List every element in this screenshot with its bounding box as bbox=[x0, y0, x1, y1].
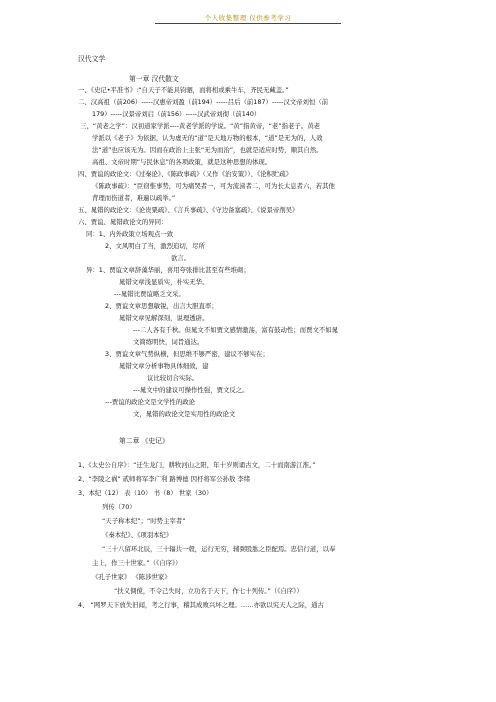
chapter-1-heading: 第一章 汉代散文 bbox=[129, 75, 179, 83]
text-line: “天子称本纪”；“时势主宰者” bbox=[102, 517, 186, 525]
text-line: 2、文风明白了当，激烈追切，尽所 bbox=[105, 242, 205, 250]
text-line: 2、“李陵之祸” 贰师将军李广利 路博德 因杅将军公孙敖 李绪 bbox=[78, 475, 251, 483]
text-line: 晁错文章分析事物具体细致，建 bbox=[119, 362, 209, 370]
text-line: 一、《史记•平准书》:“自天子不能具钧驷，而将相或乘牛车，齐民无藏盖。” bbox=[78, 86, 289, 94]
text-line: 学派以《老子》为依据，认为虚无的“道”是天地万物的根本，“道”是无为的，人效 bbox=[92, 134, 323, 142]
text-line: 法“道”也应该无为。因而在政治上主张“无为而治”，也就是适应时势，顺其自然。 bbox=[92, 146, 323, 154]
text-line: 文简练明快，词旨通达。 bbox=[133, 338, 204, 346]
text-line: 六、贾谊、晁错政论文的异同： bbox=[78, 218, 168, 226]
text-line: ---贾谊的政论文是文学性的政论 bbox=[105, 398, 195, 406]
text-line: 欲言。 bbox=[171, 254, 191, 262]
text-line: “扶义倜傥，不令己失时，立功名于天下，作七十列传。”（《自序》） bbox=[114, 587, 303, 595]
text-line: 1、《太史公自序》：“迁生龙门，耕牧河山之阳，年十岁则诵古文，二十而南游江淮。” bbox=[78, 461, 316, 469]
text-line: 《孔子世家》 《陈涉世家》 bbox=[92, 573, 171, 581]
text-line: 三、“黄老之学”：汉初道家学派----黄老学派的学说。“黄”指黄帝，“老”指老子。黄老 bbox=[80, 122, 320, 130]
text-line: 主上，作三十世家。”（《自序》） bbox=[92, 559, 182, 567]
page-header bbox=[0, 0, 496, 28]
text-line: ---晁错比贾谊略乏文采。 bbox=[114, 290, 185, 298]
text-line: 异：1、贾谊文章辞藻华丽，喜用夸张排比甚至有些堆砌； bbox=[86, 266, 250, 274]
text-line: 《秦本纪》、《项羽本纪》 bbox=[102, 531, 173, 539]
text-line: 179）-----汉景帝刘启（前156）-----汉武帝刘彻（前140） bbox=[92, 110, 261, 118]
text-line: 五、晁错的政论文：《论贵粟疏》、《言兵事疏》、《守边备塞疏》、《说景帝削吴》 bbox=[78, 206, 299, 214]
text-line: 文，晁错的政论文是实用性的政论文 bbox=[133, 410, 236, 418]
text-line: 2、贾谊文章思想敏锐，出言大胆直率； bbox=[105, 302, 218, 310]
text-line: 3、本纪（12） 表（10） 书（8） 世家（30） bbox=[78, 489, 213, 497]
text-line: “三十八留环北辰，三十辐共一毂，运行无穷，辅弼股肱之臣配焉。忠信行道，以奉 bbox=[102, 545, 336, 553]
text-line: 晁错文章浅显质实，朴实无华。 bbox=[119, 278, 209, 286]
text-line: 高祖、文帝时期“与民休息”的各项政策，就是这种思想的体现。 bbox=[92, 158, 272, 166]
text-line: 晁错文章见解深刻，说理透辟。 bbox=[119, 314, 209, 322]
header-text: 个人收集整理 仅供参考学习 bbox=[204, 14, 292, 22]
text-line: ---二人各有千秋。但晁文不如贾文感情激荡，富有鼓动性；而贾文不如晁 bbox=[133, 326, 339, 334]
header-rule bbox=[155, 23, 341, 24]
text-line: ---晁文中的建议可操作性强，贾文反之。 bbox=[133, 386, 249, 394]
text-line: 背理而伤道者，难遍以疏举。” bbox=[92, 194, 176, 202]
doc-title: 汉代文学 bbox=[78, 55, 106, 63]
text-line: 4、 “网罗天下放失旧闻，考之行事，稽其成败兴坏之理。……亦欲以究天人之际，通古 bbox=[78, 601, 324, 609]
text-line: 列传（70） bbox=[102, 503, 136, 511]
chapter-2-heading: 第二章 《史记》 bbox=[119, 437, 169, 445]
text-line: 3、贾谊文章气势纵横，但思维不够严密，建议不够实在； bbox=[105, 350, 269, 358]
text-line: 同：1、内外政策立场观点一致 bbox=[86, 230, 174, 238]
text-line: 四、贾谊的政论文：《过秦论》、《陈政事疏》（又作《治安策》）、《论积贮疏》 bbox=[78, 170, 293, 178]
text-line: 《陈政事疏》：“臣窃惟事势，可为痛哭者一，可为流涕者二，可为长太息者六，若其他 bbox=[92, 182, 335, 190]
text-line: 议比较切合实际。 bbox=[147, 374, 199, 382]
text-line: 二、汉高祖（前206）-----汉惠帝刘盈（前194）-----吕后（前187）-----汉文帝刘恒（前 bbox=[78, 98, 329, 106]
